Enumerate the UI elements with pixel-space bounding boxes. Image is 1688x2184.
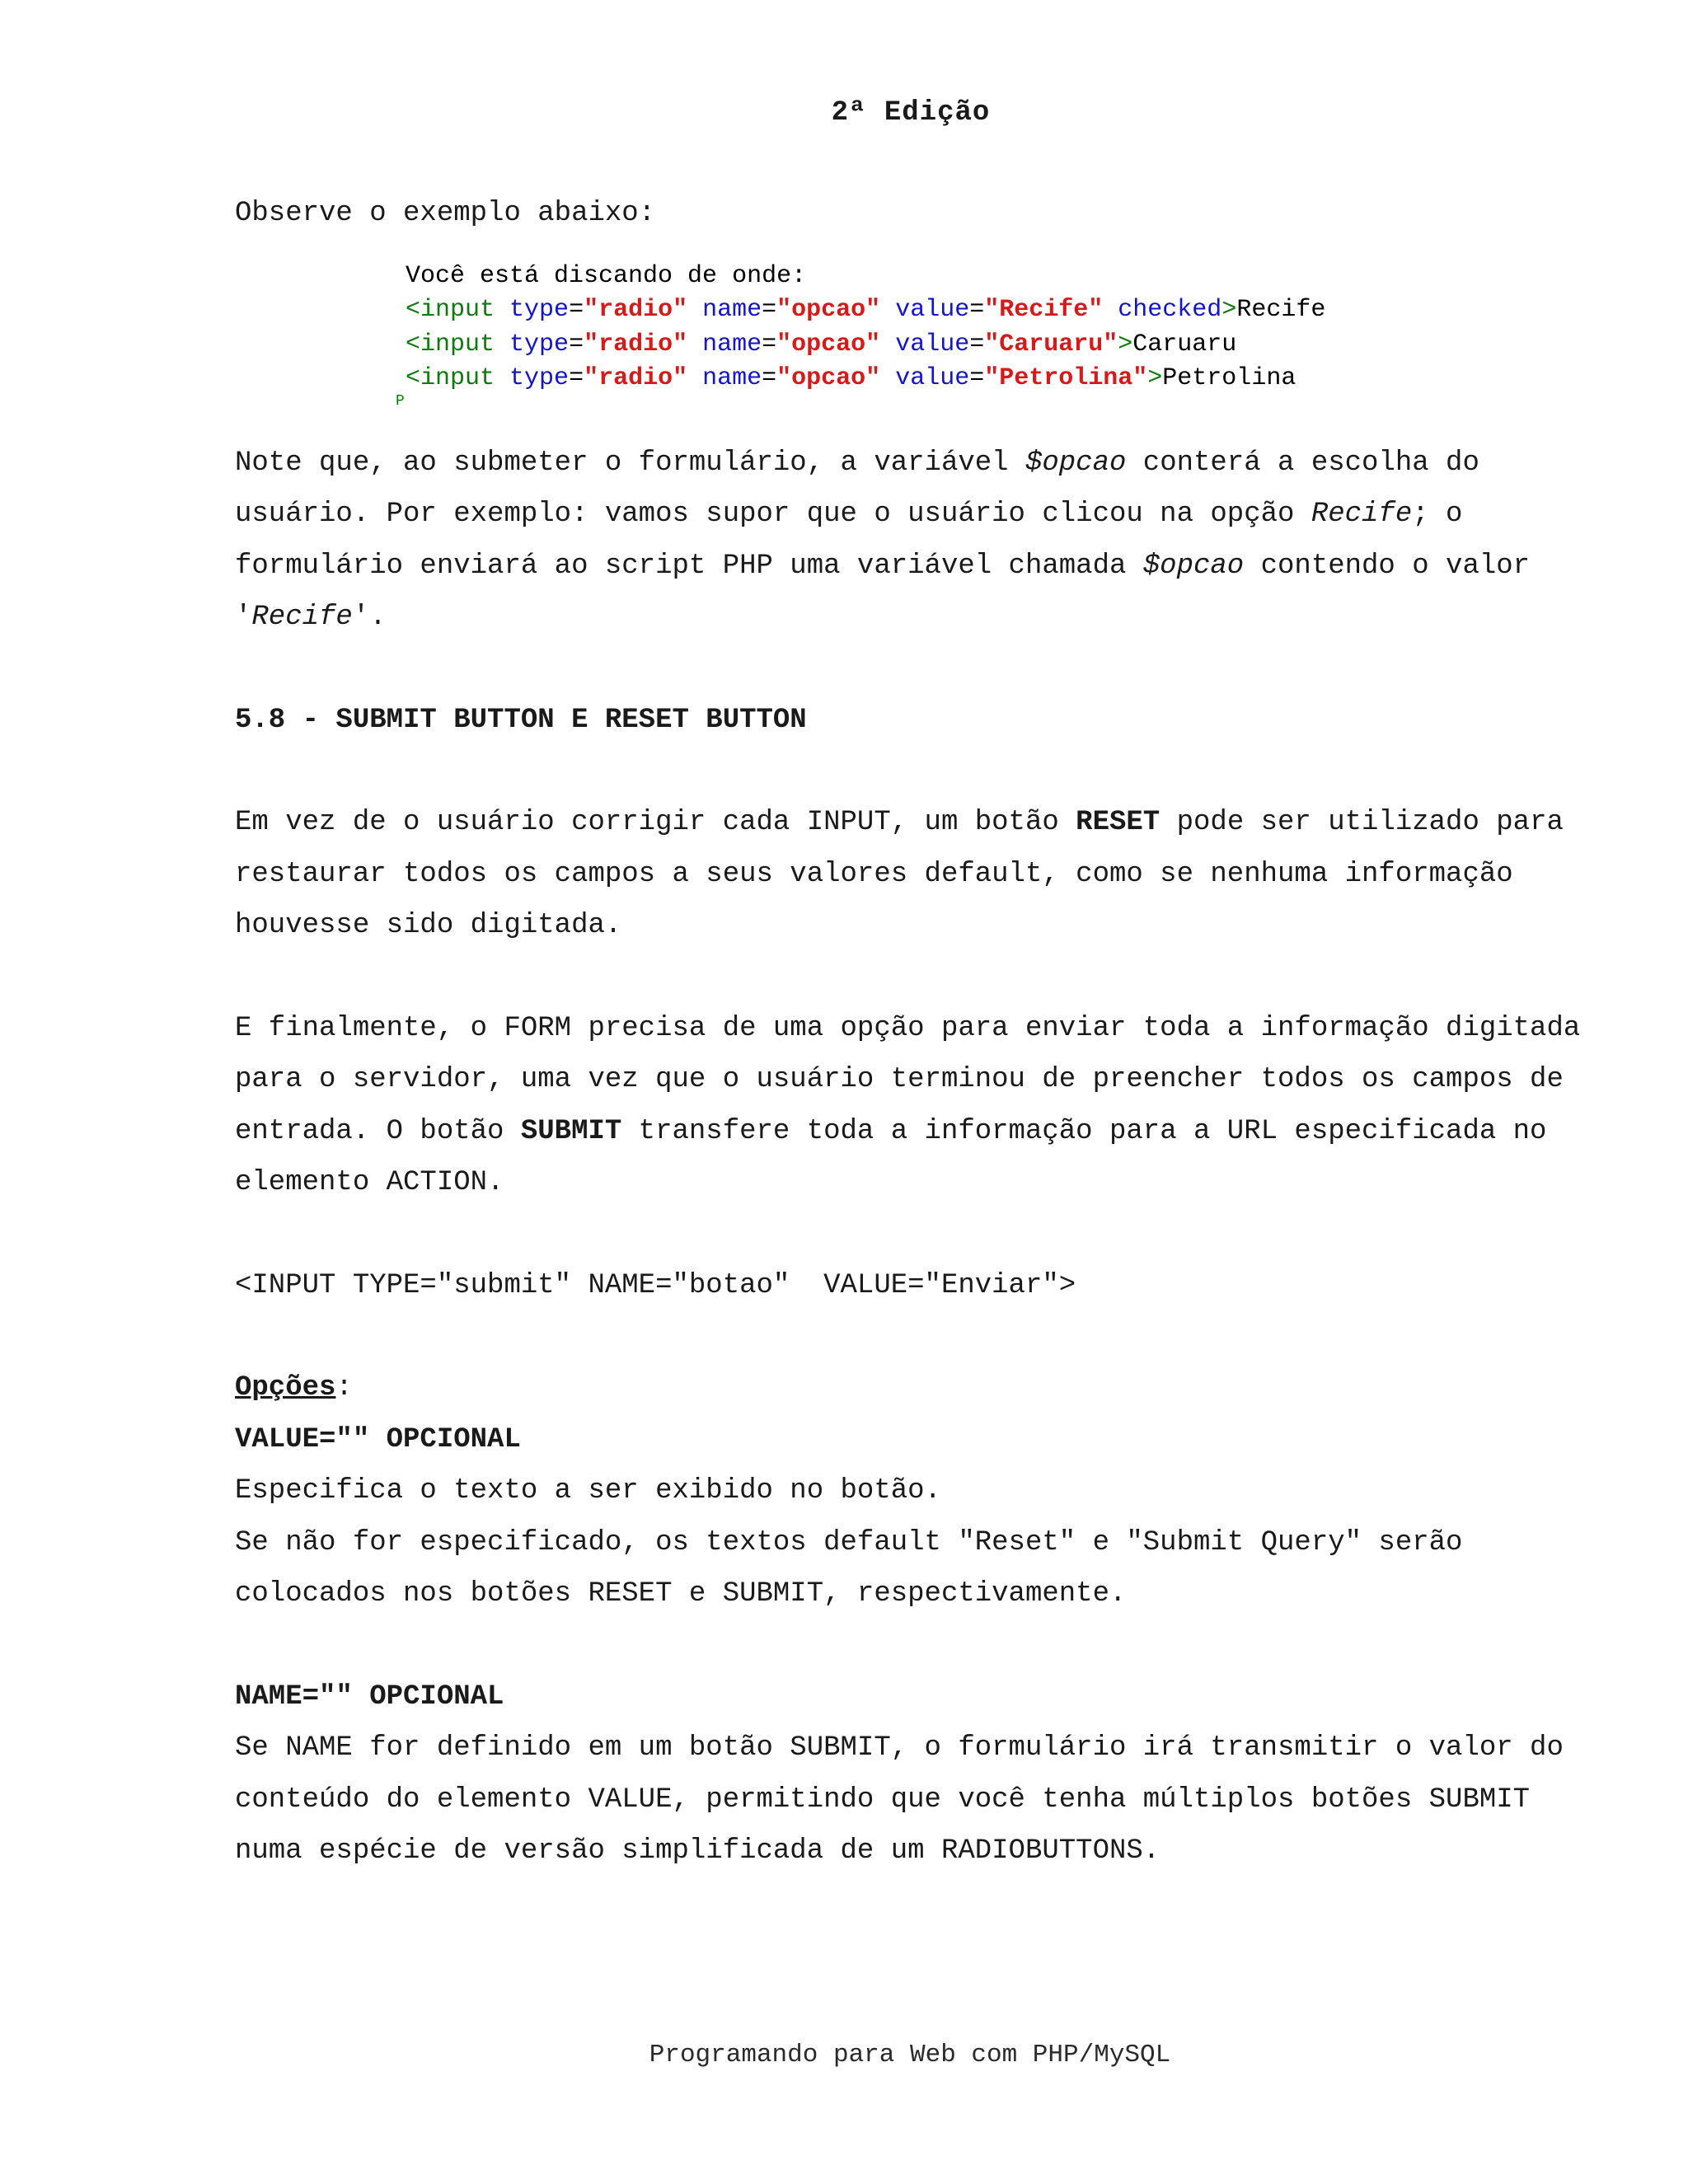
input-example: <INPUT TYPE="submit" NAME="botao" VALUE="Enviar">	[235, 1269, 1076, 1301]
code-string: "radio"	[584, 364, 688, 392]
page-footer: Programando para Web com PHP/MySQL	[649, 2041, 1171, 2069]
code-tag: <input	[406, 330, 495, 359]
code-attr: value	[895, 364, 970, 392]
code-string: "opcao"	[776, 296, 881, 324]
code-close: >	[1118, 330, 1133, 359]
reset-paragraph	[235, 797, 1603, 952]
code-label: Caruaru	[1132, 330, 1237, 359]
variable-name: $opcao	[1025, 447, 1127, 479]
section-title: 5.8 - SUBMIT BUTTON E RESET BUTTON	[235, 704, 807, 736]
code-attr: type	[509, 364, 570, 392]
code-cut-line: P	[396, 392, 405, 410]
submit-paragraph	[235, 1003, 1603, 1209]
code-line-recife: <input type="radio" name="opcao" value="Recife" checked>Recife	[406, 296, 1326, 324]
code-line-petrolina: <input type="radio" name="opcao" value="Petrolina">Petrolina	[406, 364, 1296, 392]
code-tag: <input	[406, 296, 495, 324]
code-attr: type	[509, 330, 570, 359]
code-string: "opcao"	[776, 364, 881, 392]
code-attr: value	[895, 296, 970, 324]
page-content	[235, 188, 1603, 1877]
value-option-desc-2: Se não for especificado, os textos default "Reset" e "Submit Query" serão colocados nos botões RESET e SUBMIT, respectivamente.	[235, 1526, 1479, 1610]
text-run: Note que, ao submeter o formulário, a variável	[235, 447, 1025, 479]
code-string: "radio"	[584, 330, 688, 359]
code-attr: name	[702, 330, 762, 359]
code-attr: type	[509, 296, 570, 324]
option-name: Recife	[251, 602, 353, 633]
variable-name: $opcao	[1142, 550, 1245, 582]
text-run: ; o formulário enviará ao script PHP uma variável chamada	[235, 499, 1479, 582]
code-string: "opcao"	[776, 330, 881, 359]
options-heading-text: Opções	[235, 1372, 336, 1404]
code-tag: <input	[406, 364, 495, 392]
text-run: '.	[352, 602, 387, 633]
reset-keyword: RESET	[1076, 807, 1160, 838]
value-option-label: VALUE="" OPCIONAL	[235, 1423, 521, 1455]
code-line-caruaru: <input type="radio" name="opcao" value="Caruaru">Caruaru	[406, 330, 1237, 359]
text-run: conterá a escolha do usuário. Por exemplo: vamos supor que o usuário clicou na opção	[235, 447, 1497, 530]
option-name: Recife	[1311, 499, 1413, 530]
intro-text: Observe o exemplo abaixo:	[235, 198, 656, 229]
code-label: Recife	[1236, 296, 1326, 324]
code-string: "Recife"	[984, 296, 1104, 324]
value-option-desc-1: Especifica o texto a ser exibido no botão.	[235, 1475, 941, 1507]
code-example-image	[396, 260, 1603, 410]
code-prompt: Você está discando de onde:	[406, 261, 807, 290]
text-run: pode ser utilizado para restaurar todos os campos a seus valores default, como se nenhuma informação houvesse sido digitada.	[235, 807, 1581, 941]
code-attr: checked	[1118, 296, 1222, 324]
code-attr: name	[702, 296, 762, 324]
text-run: Em vez de o usuário corrigir cada INPUT, um botão	[235, 807, 1076, 838]
name-option-desc: Se NAME for definido em um botão SUBMIT, o formulário irá transmitir o valor do conteúdo do elemento VALUE, permitindo que você tenha múltiplos botões SUBMIT numa espécie de versão simplificada de um RADIOBUTTONS.	[235, 1732, 1581, 1867]
code-attr: value	[895, 330, 970, 359]
code-close: >	[1221, 296, 1237, 324]
text-run: contendo o valor '	[235, 550, 1547, 633]
options-heading	[235, 1362, 1603, 1414]
name-option-label: NAME="" OPCIONAL	[235, 1680, 504, 1713]
code-attr: name	[702, 364, 762, 392]
text-run: E finalmente, o FORM precisa de uma opção para enviar toda a informação digitada para o servidor, uma vez que o usuário terminou de preencher todos os campos de entrada. O botão	[235, 1012, 1597, 1147]
code-close: >	[1147, 364, 1163, 392]
page-header: 2ª Edição	[831, 97, 991, 129]
code-string: "radio"	[584, 296, 688, 324]
colon: :	[335, 1372, 353, 1404]
submit-keyword: SUBMIT	[520, 1115, 622, 1147]
code-label: Petrolina	[1162, 364, 1296, 392]
code-string: "Caruaru"	[984, 330, 1118, 359]
text-run: transfere toda a informação para a URL especificada no elemento ACTION.	[235, 1115, 1564, 1198]
note-paragraph	[235, 438, 1603, 644]
code-string: "Petrolina"	[984, 364, 1148, 392]
